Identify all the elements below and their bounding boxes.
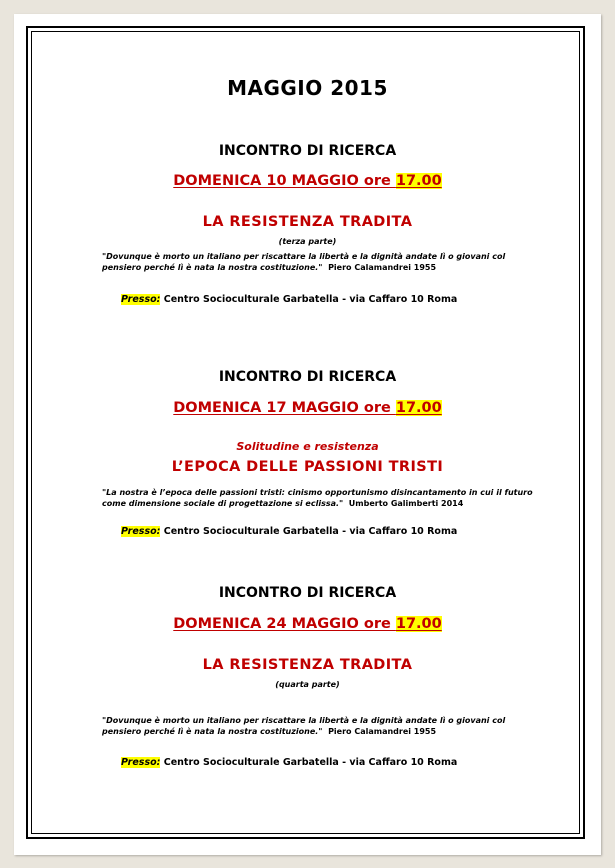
event-1-date (14, 173, 601, 189)
event-3-quote (102, 715, 542, 737)
event-3-quote-text: "Dovunque è morto un italiano per riscattare la libertà e la dignità andate lì o giovani col pensiero perché lì è nata la nostra costituzione." (102, 716, 506, 736)
event-1-part-note: (terza parte) (278, 237, 337, 246)
event-1-venue (121, 294, 457, 305)
event-1-quote (102, 251, 542, 273)
event-2-quote-author: Umberto Galimberti 2014 (348, 499, 464, 508)
event-1-venue-text: Centro Socioculturale Garbatella - via Caffaro 10 Roma (160, 294, 458, 305)
event-3-date (14, 616, 601, 632)
event-1-title: LA RESISTENZA TRADITA (202, 214, 413, 230)
event-2-quote-text: "La nostra è l’epoca delle passioni tristi: cinismo opportunismo disincantamento in cui il futuro come dimensione sociale di progettazione si eclissa." (102, 488, 533, 508)
event-2-venue (121, 526, 457, 537)
document-content (14, 14, 601, 855)
event-3-venue-text: Centro Socioculturale Garbatella - via Caffaro 10 Roma (160, 757, 458, 768)
event-3-title: LA RESISTENZA TRADITA (202, 657, 413, 673)
event-2-subtitle: Solitudine e resistenza (236, 440, 379, 453)
event-2-quote (102, 487, 542, 509)
event-2-venue-label: Presso: (121, 526, 161, 537)
event-3-venue-label: Presso: (121, 757, 161, 768)
event-3-heading: INCONTRO DI RICERCA (218, 585, 397, 601)
event-1-venue-label: Presso: (121, 294, 161, 305)
event-2-venue-text: Centro Socioculturale Garbatella - via Caffaro 10 Roma (160, 526, 458, 537)
event-2-time: 17.00 (395, 400, 442, 416)
event-2-date-text: DOMENICA 17 MAGGIO ore (173, 400, 396, 416)
event-2-heading: INCONTRO DI RICERCA (218, 369, 397, 385)
event-1-heading: INCONTRO DI RICERCA (218, 143, 397, 159)
event-3-quote-author: Piero Calamandrei 1955 (328, 727, 437, 736)
event-2-title: L’EPOCA DELLE PASSIONI TRISTI (171, 459, 444, 475)
event-1-quote-author: Piero Calamandrei 1955 (328, 263, 437, 272)
event-1-quote-text: "Dovunque è morto un italiano per riscattare la libertà e la dignità andate lì o giovani col pensiero perché lì è nata la nostra costituzione." (102, 252, 506, 272)
event-2-date (14, 400, 601, 416)
page-title: MAGGIO 2015 (227, 76, 388, 100)
event-1-time: 17.00 (395, 173, 442, 189)
event-3-part-note: (quarta parte) (275, 680, 340, 689)
event-3-date-text: DOMENICA 24 MAGGIO ore (173, 616, 396, 632)
event-1-date-text: DOMENICA 10 MAGGIO ore (173, 173, 396, 189)
event-3-time: 17.00 (395, 616, 442, 632)
document-page (14, 14, 601, 855)
event-3-venue (121, 757, 457, 768)
